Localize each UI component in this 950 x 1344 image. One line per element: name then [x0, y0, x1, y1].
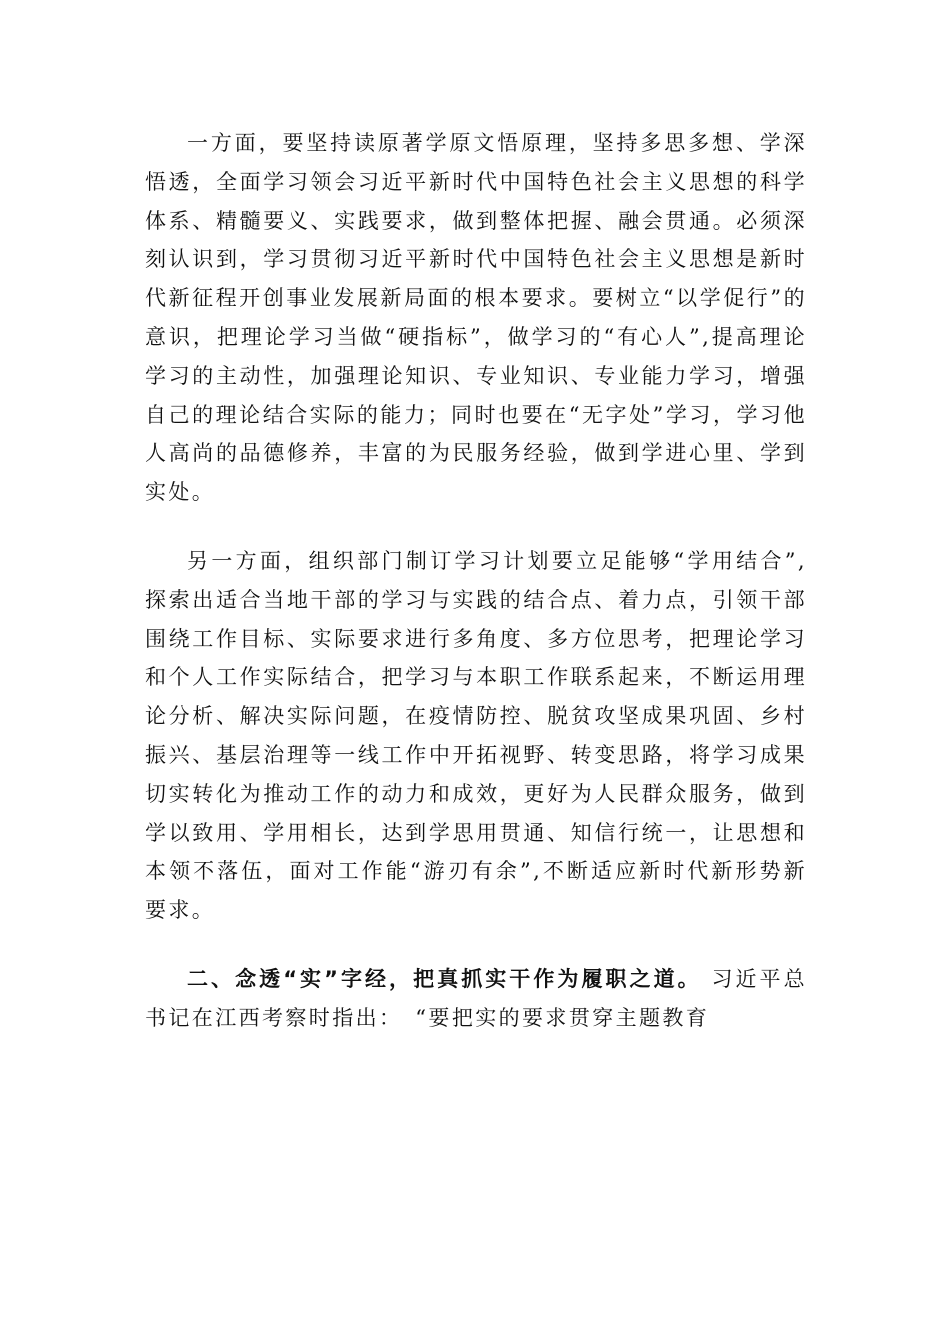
paragraph-one-side: 一方面，要坚持读原著学原文悟原理，坚持多思多想、学深悟透，全面学习领会习近平新时代中国特色社会主义思想的科学体系、精髓要义、实践要求，做到整体把握、融会贯通。必须深刻认识到，学习贯彻习近平新时代中国特色社会主义思想是新时代新征程开创事业发展新局面的根本要求。要树立“以学促行”的意识，把理论学习当做“硬指标”，做学习的“有心人”,提高理论学习的主动性，加强理论知识、专业知识、专业能力学习，增强自己的理论结合实际的能力；同时也要在“无字处”学习，学习他人高尚的品德修养，丰富的为民服务经验，做到学进心里、学到实处。 [145, 131, 807, 505]
section-heading: 二、念透“实”字经，把真抓实干作为履职之道。 [187, 966, 702, 991]
document-body [145, 124, 807, 1038]
paragraph-section-two [145, 960, 807, 1038]
section-body-text: 习近平总书记在江西考察时指出： “要把实的要求贯穿主题教育 [145, 966, 807, 1030]
paragraph-other-side: 另一方面，组织部门制订学习计划要立足能够“学用结合”,探索出适合当地干部的学习与实践的结合点、着力点，引领干部围绕工作目标、实际要求进行多角度、多方位思考，把理论学习和个人工作实际结合，把学习与本职工作联系起来，不断运用理论分析、解决实际问题，在疫情防控、脱贫攻坚成果巩固、乡村振兴、基层治理等一线工作中开拓视野、转变思路，将学习成果切实转化为推动工作的动力和成效，更好为人民群众服务，做到学以致用、学用相长，达到学思用贯通、知信行统一，让思想和本领不落伍，面对工作能“游刃有余”,不断适应新时代新形势新要求。 [145, 548, 807, 923]
